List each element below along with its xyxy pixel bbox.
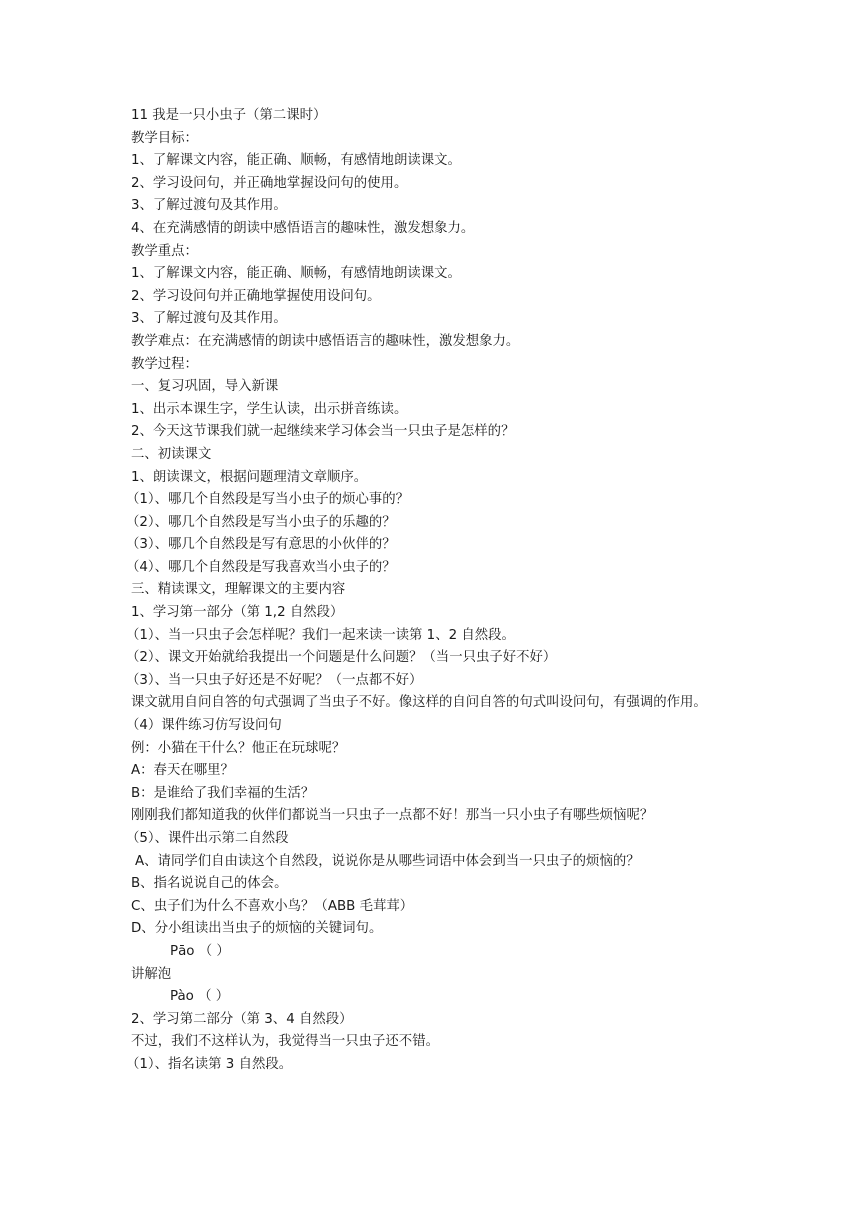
question-item: （1）、哪几个自然段是写当小虫子的烦心事的？ — [126, 492, 410, 508]
objective-item: 2、学习设问句，并正确地掌握设问句的使用。 — [131, 175, 408, 191]
objective-item: 4、在充满感情的朗读中感悟语言的趣味性，激发想象力。 — [131, 220, 475, 236]
sub-item: D、分小组读出当虫子的烦恼的关键词句。 — [131, 921, 383, 937]
question-item: （1）、当一只虫子会怎样呢？我们一起来读一读第 1、2 自然段。 — [126, 627, 515, 643]
objective-item: 1、了解课文内容，能正确、顺畅，有感情地朗读课文。 — [131, 153, 461, 169]
lesson-title: 11 我是一只小虫子（第二课时） — [131, 108, 327, 123]
section-heading-objectives: 教学目标： — [131, 130, 198, 146]
process-item: 1、朗读课文，根据问题理清文章顺序。 — [131, 469, 368, 485]
process-item: 2、今天这节课我们就一起继续来学习体会当一只虫子是怎样的？ — [131, 424, 515, 440]
key-point-item: 1、了解课文内容，能正确、顺畅，有感情地朗读课文。 — [131, 266, 461, 282]
process-item: 2、学习第二部分（第 3、4 自然段） — [131, 1011, 353, 1027]
question-item: （2）、课文开始就给我提出一个问题是什么问题？（当一只虫子好不好） — [126, 650, 557, 666]
question-item: （2）、哪几个自然段是写当小虫子的乐趣的？ — [126, 514, 396, 530]
key-point-item: 2、学习设问句并正确地掌握使用设问句。 — [131, 288, 381, 304]
document-body — [126, 105, 731, 1077]
transition-line: 刚刚我们都知道我的伙伴们都说当一只虫子一点都不好！那当一只小虫子有哪些烦恼呢？ — [131, 808, 654, 824]
question-item: （3）、当一只虫子好还是不好呢？（一点都不好） — [126, 672, 423, 688]
process-item: 1、出示本课生字，学生认读，出示拼音练读。 — [131, 401, 408, 417]
pinyin-blank: Pāo （ ） — [170, 943, 230, 959]
sub-item: B、指名说说自己的体会。 — [131, 876, 288, 892]
process-step-heading: 三、精读课文，理解课文的主要内容 — [131, 582, 346, 598]
exercise-line: A：春天在哪里？ — [131, 763, 234, 779]
sub-item: C、虫子们为什么不喜欢小鸟？（ABB 毛茸茸） — [131, 898, 414, 914]
process-item: 1、学习第一部分（第 1,2 自然段） — [131, 605, 344, 621]
section-heading-difficulty: 教学难点：在充满感情的朗读中感悟语言的趣味性，激发想象力。 — [131, 333, 520, 349]
question-item: （1）、指名读第 3 自然段。 — [126, 1056, 293, 1072]
pinyin-blank: Pào （ ） — [170, 989, 230, 1005]
question-item: （4）课件练习仿写设问句 — [126, 718, 282, 734]
section-heading-key-points: 教学重点： — [131, 243, 198, 259]
sub-item: A、请同学们自由读这个自然段，说说你是从哪些词语中体会到当一只虫子的烦恼的？ — [135, 853, 640, 869]
process-step-heading: 二、初读课文 — [131, 446, 212, 462]
transition-line: 不过，我们不这样认为，我觉得当一只虫子还不错。 — [131, 1034, 439, 1050]
section-heading-process: 教学过程： — [131, 356, 198, 372]
question-item: （4）、哪几个自然段是写我喜欢当小虫子的？ — [126, 559, 396, 575]
question-item: （3）、哪几个自然段是写有意思的小伙伴的？ — [126, 537, 396, 553]
example-line: 例：小猫在干什么？他正在玩球呢？ — [131, 740, 346, 756]
key-point-item: 3、了解过渡句及其作用。 — [131, 311, 287, 327]
explanation-paragraph: 课文就用自问自答的句式强调了当虫子不好。像这样的自问自答的句式叫设问句，有强调的作用。 — [131, 695, 707, 711]
objective-item: 3、了解过渡句及其作用。 — [131, 198, 287, 214]
question-item: （5）、课件出示第二自然段 — [126, 831, 289, 846]
vocab-note: 讲解泡 — [131, 966, 172, 982]
exercise-line: B：是谁给了我们幸福的生活？ — [131, 785, 315, 801]
process-step-heading: 一、复习巩固，导入新课 — [131, 379, 279, 395]
